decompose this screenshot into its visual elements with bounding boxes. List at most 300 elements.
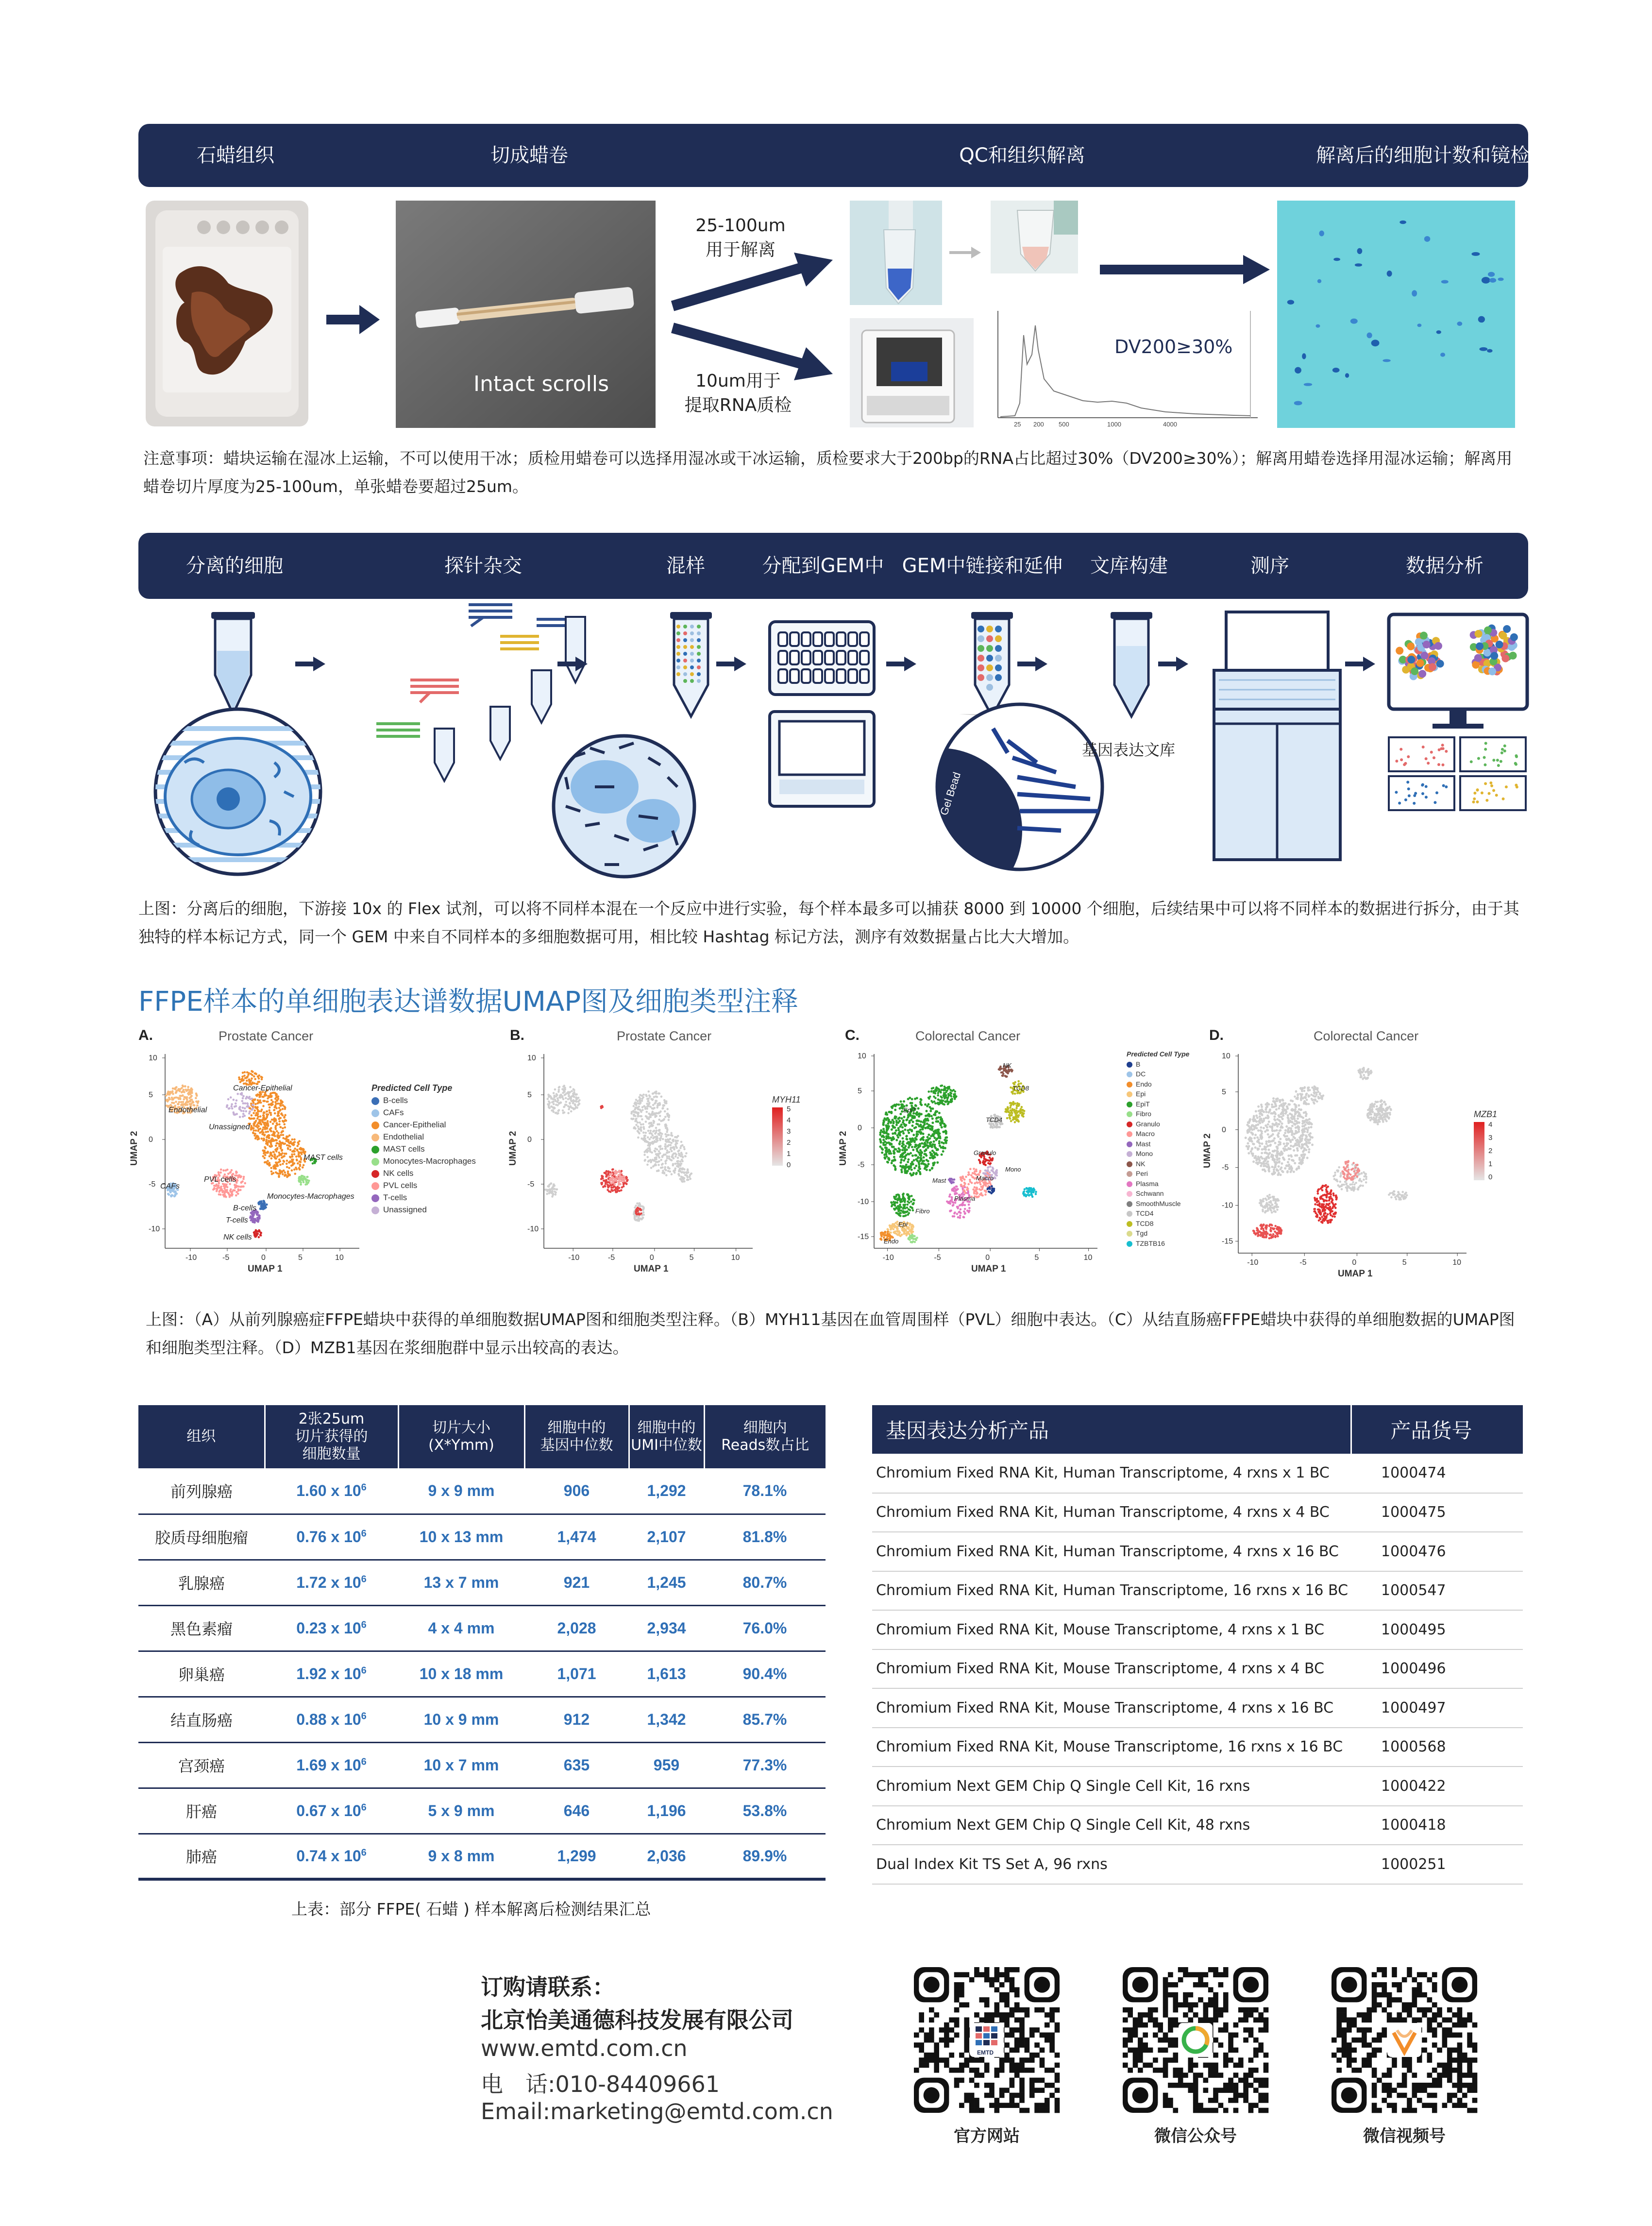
tick-label: 0 [649, 1254, 654, 1262]
cell-dot [1441, 280, 1449, 283]
umi-median-cell: 1,245 [629, 1560, 704, 1605]
legend-label: TZBTB16 [1136, 1239, 1165, 1247]
panel-letter: C. [845, 1027, 860, 1043]
tick-label: -5 [934, 1254, 941, 1262]
branch-bottom-label [675, 369, 801, 418]
cell-dot [1317, 279, 1321, 283]
tick-label: -5 [527, 1180, 535, 1189]
cluster-label: Endothelial [169, 1106, 207, 1114]
branch-text: 10um用于 [695, 371, 781, 391]
workflow2-illustration [138, 602, 1532, 881]
tick-label: -15 [1222, 1237, 1233, 1246]
tissue-cell: 前列腺癌 [138, 1468, 265, 1514]
legend-tick: 2 [1488, 1147, 1493, 1155]
tick-label: -5 [1222, 1163, 1229, 1172]
umi-median-cell: 2,107 [629, 1514, 704, 1560]
cell-dot [1471, 252, 1480, 256]
legend-item [1127, 1179, 1189, 1189]
qc-col-header [138, 1405, 265, 1468]
cluster-label: Plasma [954, 1195, 976, 1202]
legend-item [1127, 1169, 1189, 1179]
umi-median-cell: 1,196 [629, 1788, 704, 1834]
cell-dot [1345, 373, 1349, 378]
legend-item [371, 1094, 476, 1106]
table-row [138, 1560, 826, 1605]
catalog-number-cell: 1000422 [1351, 1767, 1523, 1806]
tick-label: 10 [1083, 1254, 1093, 1262]
workflow2-header-bar [138, 533, 1528, 599]
legend-swatch [1127, 1201, 1132, 1207]
library-label: 基因表达文库 [1082, 741, 1176, 759]
axis-label: UMAP 1 [248, 1264, 283, 1274]
tick-label: -5 [1299, 1258, 1307, 1267]
contact-heading: 订购请联系： [481, 1974, 615, 2000]
qc-col-header [265, 1405, 398, 1468]
legend-item [371, 1143, 476, 1155]
umap-panel-b [510, 1044, 845, 1282]
cell-dot [1302, 353, 1306, 359]
arrow-right-icon [295, 657, 325, 671]
gene-label: MYH11 [772, 1095, 801, 1105]
legend-item [371, 1179, 476, 1191]
cluster-label: Cancer-Epithelial [233, 1084, 292, 1092]
legend-swatch [371, 1170, 379, 1178]
arrow-right-icon [1017, 657, 1047, 671]
tube-photo-2 [991, 201, 1078, 273]
legend-tick: 0 [787, 1161, 791, 1169]
reads-fraction-cell: 85.7% [704, 1697, 826, 1742]
legend-item [1127, 1139, 1189, 1149]
cluster-label: Mast [932, 1177, 946, 1184]
table-row [872, 1649, 1523, 1689]
product-name-cell: Chromium Fixed RNA Kit, Mouse Transcriptome, 4 rxns x 4 BC [872, 1649, 1351, 1689]
legend-item [371, 1119, 476, 1131]
cell-dot [1399, 221, 1406, 224]
cell-dot [1387, 271, 1392, 277]
table-row [138, 1605, 826, 1651]
bead-label: Gel Bead [937, 770, 963, 817]
cell-dot [1487, 349, 1492, 353]
cell-count-cell [265, 1697, 398, 1742]
tick-label: -10 [185, 1254, 197, 1262]
count-exponent: 6 [361, 1710, 367, 1721]
legend-swatch [1127, 1071, 1132, 1077]
table-row [138, 1742, 826, 1788]
count-exponent: 6 [361, 1573, 367, 1584]
legend-swatch [371, 1182, 379, 1190]
legend-label: Endo [1136, 1080, 1152, 1088]
size-cell: 10 x 13 mm [398, 1514, 524, 1560]
header-line: 细胞中的 [547, 1419, 606, 1436]
arrow-right-icon [886, 657, 916, 671]
count-mantissa: 0.67 x 10 [296, 1801, 361, 1819]
trace-tick: 200 [1033, 421, 1044, 428]
count-mantissa: 0.76 x 10 [296, 1528, 361, 1546]
legend-c [1127, 1049, 1189, 1248]
legend-label: Mast [1136, 1139, 1151, 1148]
size-cell: 5 x 9 mm [398, 1788, 524, 1834]
company-name: 北京怡美通德科技发展有限公司 [481, 2007, 793, 2033]
cluster-label: CAFs [160, 1182, 180, 1190]
size-cell: 10 x 18 mm [398, 1651, 524, 1697]
tick-label: 5 [149, 1091, 153, 1099]
tick-label: 0 [1352, 1258, 1357, 1267]
cluster-label: MAST cells [303, 1154, 343, 1162]
panel-letter: B. [510, 1027, 524, 1043]
gene-label: MZB1 [1474, 1109, 1498, 1119]
cell-count-cell [265, 1834, 398, 1879]
cluster-label: T-cells [226, 1216, 248, 1224]
product-name-cell: Chromium Fixed RNA Kit, Human Transcriptome, 4 rxns x 1 BC [872, 1454, 1351, 1493]
cell-dot [1332, 368, 1340, 373]
gene-median-cell: 646 [524, 1788, 629, 1834]
legend-item [371, 1191, 476, 1204]
product-table [872, 1405, 1523, 1885]
legend-label: Granulo [1136, 1120, 1160, 1128]
legend-swatch [1127, 1221, 1132, 1227]
tick-label: 5 [689, 1254, 694, 1262]
size-cell: 9 x 8 mm [398, 1834, 524, 1879]
cluster-label: Mono [1005, 1166, 1021, 1173]
step-label: 测序 [1250, 555, 1289, 577]
legend-swatch [1127, 1191, 1132, 1197]
cluster-label: PVL cells [204, 1175, 236, 1184]
catalog-number-cell: 1000474 [1351, 1454, 1523, 1493]
cluster-label: TCD4 [986, 1116, 1002, 1123]
size-cell: 13 x 7 mm [398, 1560, 524, 1605]
catalog-number-cell: 1000418 [1351, 1806, 1523, 1845]
cluster-label: Monocytes-Macrophages [267, 1192, 354, 1201]
legend-tick: 1 [1488, 1160, 1493, 1168]
cell-dot [1366, 333, 1372, 339]
count-exponent: 6 [361, 1756, 367, 1767]
tissue-cell: 胶质母细胞瘤 [138, 1514, 265, 1560]
tick-label: 10 [858, 1052, 866, 1060]
legend-swatch [1127, 1151, 1132, 1157]
qc-col-header [629, 1405, 704, 1468]
table-row [872, 1493, 1523, 1532]
trace-tick: 500 [1059, 421, 1069, 428]
product-name-cell: Chromium Next GEM Chip Q Single Cell Kit, 48 rxns [872, 1806, 1351, 1845]
tick-label: 5 [298, 1254, 303, 1262]
count-exponent: 6 [361, 1482, 367, 1493]
table-row [138, 1788, 826, 1834]
wax-scroll-photo [396, 201, 656, 428]
legend-tick: 3 [1488, 1134, 1493, 1142]
product-name-cell: Chromium Fixed RNA Kit, Human Transcriptome, 4 rxns x 16 BC [872, 1532, 1351, 1571]
legend-tick: 5 [787, 1105, 791, 1113]
legend-item [371, 1167, 476, 1179]
header-line: 2张25um [298, 1410, 365, 1427]
legend-label: Unassigned [383, 1205, 427, 1214]
catalog-number-cell: 1000475 [1351, 1493, 1523, 1532]
legend-swatch [371, 1158, 379, 1166]
tick-label: 10 [527, 1054, 536, 1062]
legend-label: TCD8 [1136, 1219, 1154, 1227]
legend-swatch [1127, 1102, 1132, 1107]
reads-fraction-cell: 89.9% [704, 1834, 826, 1879]
cell-dot [1436, 330, 1441, 334]
legend-swatch [371, 1121, 379, 1129]
qr-logo-text: EMTD [977, 2049, 994, 2056]
tick-label: 0 [149, 1136, 153, 1144]
panel-letter: A. [138, 1027, 153, 1043]
gene-median-cell: 2,028 [524, 1605, 629, 1651]
cell-dot [1412, 290, 1417, 296]
count-mantissa: 0.88 x 10 [296, 1710, 361, 1728]
arrow-right-icon [1158, 657, 1188, 671]
tick-label: 5 [1034, 1254, 1039, 1262]
tissue-cell: 结直肠癌 [138, 1697, 265, 1742]
tick-label: 5 [1222, 1088, 1226, 1096]
tick-label: 5 [1402, 1258, 1407, 1267]
legend-label: B [1136, 1060, 1141, 1068]
catalog-header: 产品货号 [1351, 1405, 1523, 1454]
product-name-cell: Chromium Fixed RNA Kit, Mouse Transcriptome, 4 rxns x 1 BC [872, 1610, 1351, 1649]
header-line: (X*Ymm) [428, 1437, 494, 1454]
sequencer-icon [1214, 612, 1340, 860]
umap-section-title: FFPE样本的单细胞表达谱数据UMAP图及细胞类型注释 [138, 986, 798, 1018]
tick-label: 0 [858, 1124, 862, 1132]
tick-label: 10 [149, 1054, 157, 1062]
legend-label: Tgd [1136, 1229, 1148, 1237]
tissue-cell: 宫颈癌 [138, 1742, 265, 1788]
table-row [872, 1728, 1523, 1767]
legend-item [1127, 1189, 1189, 1199]
legend-label: Monocytes-Macrophages [383, 1156, 476, 1166]
cluster-label: TCD8 [1012, 1085, 1029, 1092]
legend-swatch [1127, 1062, 1132, 1068]
qr-label: 微信视频号 [1363, 2126, 1446, 2146]
legend-tick: 2 [787, 1138, 791, 1147]
legend-label: Macro [1136, 1130, 1155, 1138]
qr-code-wechat[interactable] [1123, 1967, 1268, 2113]
legend-item [1127, 1219, 1189, 1229]
header-line: Reads数占比 [721, 1437, 809, 1454]
cell-count-cell [265, 1605, 398, 1651]
umap-caption: 上图：（A）从前列腺癌症FFPE蜡块中获得的单细胞数据UMAP图和细胞类型注释。（B）MYH11基因在血管周围样（PVL）细胞中表达。（C）从结直肠癌FFPE蜡块中获得的单细胞数据的UMAP图和细胞类型注释。（D）MZB1基因在浆细胞群中显示出较高的表达。 [146, 1310, 1515, 1357]
legend-title: Predicted Cell Type [1127, 1050, 1190, 1058]
legend-swatch [371, 1206, 379, 1214]
legend-label: SmoothMuscle [1136, 1199, 1181, 1207]
legend-swatch [1127, 1211, 1132, 1217]
cell-dot [1498, 278, 1503, 281]
legend-tick: 0 [1488, 1173, 1493, 1181]
axis-label: UMAP 1 [971, 1264, 1006, 1274]
cell-dot [1488, 272, 1495, 277]
qr-code-video[interactable] [1332, 1967, 1477, 2113]
umi-median-cell: 2,934 [629, 1605, 704, 1651]
count-mantissa: 1.72 x 10 [296, 1573, 361, 1591]
table-row [138, 1651, 826, 1697]
legend-swatch [1127, 1111, 1132, 1117]
tick-label: -5 [149, 1180, 156, 1189]
legend-swatch [1127, 1082, 1132, 1088]
legend-label: DC [1136, 1070, 1146, 1078]
header-line: 切片获得的 [295, 1428, 368, 1445]
cluster-label: NK [1003, 1062, 1012, 1069]
legend-tick: 3 [787, 1127, 791, 1136]
reads-fraction-cell: 78.1% [704, 1468, 826, 1514]
tick-label: 0 [261, 1254, 266, 1262]
legend-label: B-cells [383, 1096, 408, 1105]
cell-count-cell [265, 1560, 398, 1605]
tissue-cell: 肝癌 [138, 1788, 265, 1834]
legend-label: NK [1136, 1159, 1146, 1168]
product-name-cell: Dual Index Kit TS Set A, 96 rxns [872, 1845, 1351, 1884]
size-cell: 10 x 7 mm [398, 1742, 524, 1788]
count-mantissa: 1.92 x 10 [296, 1665, 361, 1682]
arrow-right-long-icon [1100, 255, 1270, 286]
arrow-right-icon [1345, 657, 1375, 671]
tick-label: -5 [858, 1161, 865, 1169]
legend-swatch [1127, 1231, 1132, 1237]
cell-dot [1350, 319, 1358, 324]
monitor-icon [1389, 614, 1527, 729]
gene-median-cell: 912 [524, 1697, 629, 1742]
umi-median-cell: 1,292 [629, 1468, 704, 1514]
header-line: 切片大小 [432, 1419, 490, 1436]
legend-label: Plasma [1136, 1179, 1159, 1188]
header-line: 基因中位数 [540, 1437, 613, 1454]
cell-dot [1315, 324, 1320, 328]
table-row [872, 1845, 1523, 1884]
tube-icon [971, 612, 1013, 716]
tick-label: 10 [335, 1254, 344, 1262]
cell-dot [1440, 353, 1445, 357]
gene-median-cell: 906 [524, 1468, 629, 1514]
catalog-number-cell: 1000495 [1351, 1610, 1523, 1649]
legend-swatch [1127, 1241, 1132, 1247]
qc-col-header [398, 1405, 524, 1468]
size-cell: 10 x 9 mm [398, 1697, 524, 1742]
table-row [138, 1834, 826, 1879]
count-exponent: 6 [361, 1847, 367, 1858]
cluster-label: B-cells [233, 1204, 257, 1212]
gene-median-cell: 635 [524, 1742, 629, 1788]
scroll-label: Intact scrolls [473, 372, 609, 396]
tick-label: -10 [858, 1198, 869, 1206]
product-name-cell: Chromium Fixed RNA Kit, Mouse Transcriptome, 4 rxns x 16 BC [872, 1688, 1351, 1728]
qr-label: 官方网站 [954, 2126, 1020, 2146]
legend-label: MAST cells [383, 1144, 425, 1154]
legend-tick: 4 [787, 1116, 791, 1124]
rna-trace-chart [981, 306, 1263, 430]
tick-label: -10 [568, 1254, 580, 1262]
legend-swatch [1127, 1091, 1132, 1097]
tissue-cell: 乳腺癌 [138, 1560, 265, 1605]
cell-count-cell [265, 1651, 398, 1697]
cluster-label: Granulo [974, 1149, 996, 1156]
panel-letter: D. [1209, 1027, 1224, 1043]
cell-dot [1371, 340, 1380, 346]
website-link[interactable]: www.emtd.com.cn [481, 2035, 688, 2061]
count-mantissa: 1.60 x 10 [296, 1481, 361, 1499]
phone-number: 电 话:010-84409661 [481, 2071, 720, 2097]
count-mantissa: 1.69 x 10 [296, 1756, 361, 1774]
cell-dot [1333, 258, 1340, 261]
legend-item [1127, 1228, 1189, 1239]
legend-item [1127, 1208, 1189, 1219]
tick-label: 0 [985, 1254, 990, 1262]
size-cell: 4 x 4 mm [398, 1605, 524, 1651]
legend-label: Endothelial [383, 1132, 424, 1141]
qr-code-website[interactable] [914, 1967, 1060, 2113]
workflow2-caption: 上图：分离后的细胞，下游接 10x 的 Flex 试剂，可以将不同样本混在一个反应中进行实验，每个样本最多可以捕获 8000 到 10000 个细胞，后续结果中可以将不同样本的数据进行拆分，由于其独特的样本标记方式，同一个 GEM 中来自不同样本的多细胞数据可用，相比较 Hashtag 标记方法，测序有效数据量占比大大增加。 [138, 899, 1519, 946]
table-row [872, 1806, 1523, 1845]
count-mantissa: 0.74 x 10 [296, 1847, 361, 1865]
dv200-label: DV200≥30% [1114, 336, 1233, 357]
tick-label: -10 [149, 1225, 160, 1233]
axis-label: UMAP 2 [1202, 1133, 1213, 1168]
email-link[interactable]: Email:marketing@emtd.com.cn [481, 2098, 833, 2124]
gene-median-cell: 1,071 [524, 1651, 629, 1697]
table-row [138, 1468, 826, 1514]
legend-label: Mono [1136, 1150, 1153, 1157]
step-label: 石蜡组织 [197, 144, 274, 167]
cell-dot [1489, 278, 1496, 283]
axis-label: UMAP 2 [129, 1131, 139, 1166]
trace-tick: 4000 [1163, 421, 1177, 428]
tube-icon [211, 612, 255, 714]
legend-item [1127, 1119, 1189, 1129]
tick-label: -10 [1222, 1201, 1233, 1210]
tissue-cell: 黑色素瘤 [138, 1605, 265, 1651]
tick-label: 5 [527, 1091, 532, 1099]
cluster-label: Endo [884, 1238, 899, 1245]
axis-label: UMAP 2 [838, 1131, 848, 1166]
legend-a [371, 1082, 476, 1216]
table-row [138, 1514, 826, 1560]
tick-label: -10 [1247, 1258, 1259, 1267]
cell-dot [1478, 316, 1485, 323]
table-row [872, 1571, 1523, 1611]
reads-fraction-cell: 77.3% [704, 1742, 826, 1788]
tick-label: -15 [858, 1233, 869, 1241]
tick-label: 10 [731, 1254, 740, 1262]
cell-dot [1295, 367, 1301, 374]
legend-item [1127, 1059, 1189, 1070]
catalog-number-cell: 1000476 [1351, 1532, 1523, 1571]
legend-swatch [1127, 1181, 1132, 1187]
umi-median-cell: 2,036 [629, 1834, 704, 1879]
legend-swatch [371, 1146, 379, 1154]
legend-item [1127, 1129, 1189, 1139]
legend-label: T-cells [383, 1193, 407, 1202]
legend-item [371, 1106, 476, 1119]
cell-dot [1482, 277, 1490, 284]
gene-median-cell: 921 [524, 1560, 629, 1605]
legend-item [1127, 1069, 1189, 1079]
legend-item [371, 1131, 476, 1143]
legend-label: Epi [1136, 1090, 1146, 1098]
legend-swatch [1127, 1131, 1132, 1137]
cell-microscopy-image [1277, 201, 1515, 428]
cluster-label: Fibro [915, 1207, 930, 1215]
legend-item [1127, 1159, 1189, 1169]
tick-label: 0 [1222, 1125, 1226, 1134]
axis-label: UMAP 1 [634, 1264, 669, 1274]
legend-item [1127, 1099, 1189, 1109]
step-label: 切成蜡卷 [490, 144, 568, 167]
tick-label: -5 [222, 1254, 230, 1262]
step-label: 数据分析 [1406, 555, 1483, 577]
reads-fraction-cell: 53.8% [704, 1788, 826, 1834]
tick-label: 5 [858, 1087, 862, 1095]
legend-item [1127, 1239, 1189, 1249]
count-exponent: 6 [361, 1528, 367, 1539]
step-label: 分配到GEM中 [762, 555, 884, 577]
